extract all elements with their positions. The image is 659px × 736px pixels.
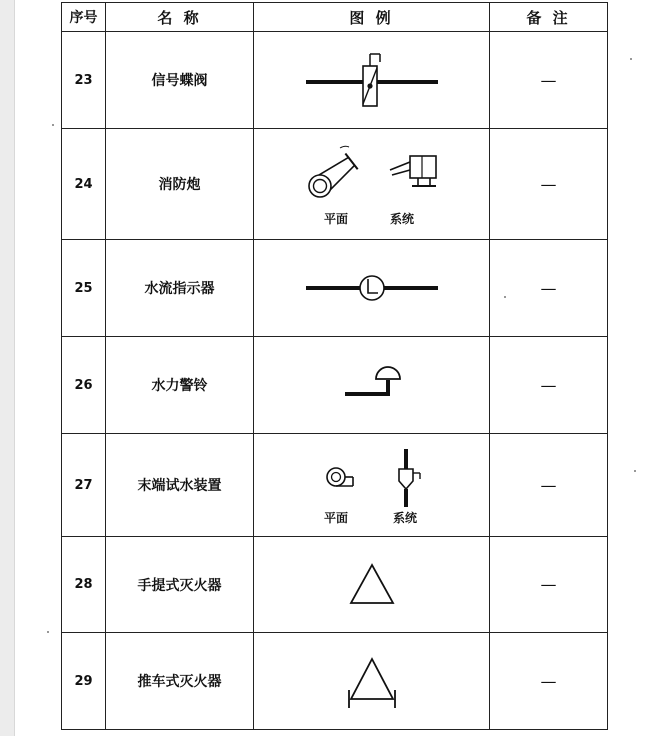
row-figure: [254, 337, 490, 434]
row-number: 24: [62, 129, 106, 240]
table-row: [62, 32, 608, 129]
table-row: [62, 537, 608, 633]
header-row: [62, 3, 608, 32]
caption-system: 系统: [390, 212, 415, 226]
scan-speck: [52, 124, 54, 126]
row-remark: —: [490, 633, 608, 730]
water-flow-indicator-icon: [254, 258, 490, 318]
row-remark: —: [490, 129, 608, 240]
row-number: 26: [62, 337, 106, 434]
header-remark: 备 注: [490, 3, 608, 32]
row-remark: —: [490, 240, 608, 337]
row-name: 推车式灭火器: [106, 633, 254, 730]
row-figure: [254, 434, 490, 537]
table-row: [62, 434, 608, 537]
row-figure: [254, 240, 490, 337]
row-number: 27: [62, 434, 106, 537]
hydraulic-alarm-bell-icon: [254, 355, 490, 415]
header-no: 序号: [62, 3, 106, 32]
table-row: [62, 337, 608, 434]
row-name: 消防炮: [106, 129, 254, 240]
row-figure: [254, 537, 490, 633]
header-name: 名 称: [106, 3, 254, 32]
row-figure: [254, 129, 490, 240]
caption-plan: 平面: [324, 212, 349, 226]
row-remark: —: [490, 32, 608, 129]
signal-butterfly-valve-icon: [254, 40, 490, 120]
row-number: 29: [62, 633, 106, 730]
scan-speck: [634, 470, 636, 472]
fire-monitor-icon: [254, 140, 490, 212]
table-row: [62, 240, 608, 337]
page-left-edge: [0, 0, 15, 736]
row-number: 23: [62, 32, 106, 129]
row-figure: [254, 633, 490, 730]
row-remark: —: [490, 537, 608, 633]
table-row: [62, 129, 608, 240]
header-figure: 图 例: [254, 3, 490, 32]
legend-table: [61, 2, 608, 730]
row-name: 信号蝶阀: [106, 32, 254, 129]
caption-system: 系统: [393, 511, 418, 525]
row-remark: —: [490, 434, 608, 537]
wheeled-extinguisher-icon: [254, 649, 490, 713]
row-name: 手提式灭火器: [106, 537, 254, 633]
row-number: 25: [62, 240, 106, 337]
table-row: [62, 633, 608, 730]
row-figure: [254, 32, 490, 129]
row-number: 28: [62, 537, 106, 633]
scan-speck: [504, 296, 506, 298]
row-name: 末端试水装置: [106, 434, 254, 537]
row-name: 水流指示器: [106, 240, 254, 337]
row-name: 水力警铃: [106, 337, 254, 434]
scan-speck: [630, 58, 632, 60]
end-test-water-device-icon: [254, 443, 490, 513]
row-remark: —: [490, 337, 608, 434]
portable-extinguisher-icon: [254, 555, 490, 615]
scan-speck: [47, 631, 49, 633]
caption-plan: 平面: [324, 511, 349, 525]
